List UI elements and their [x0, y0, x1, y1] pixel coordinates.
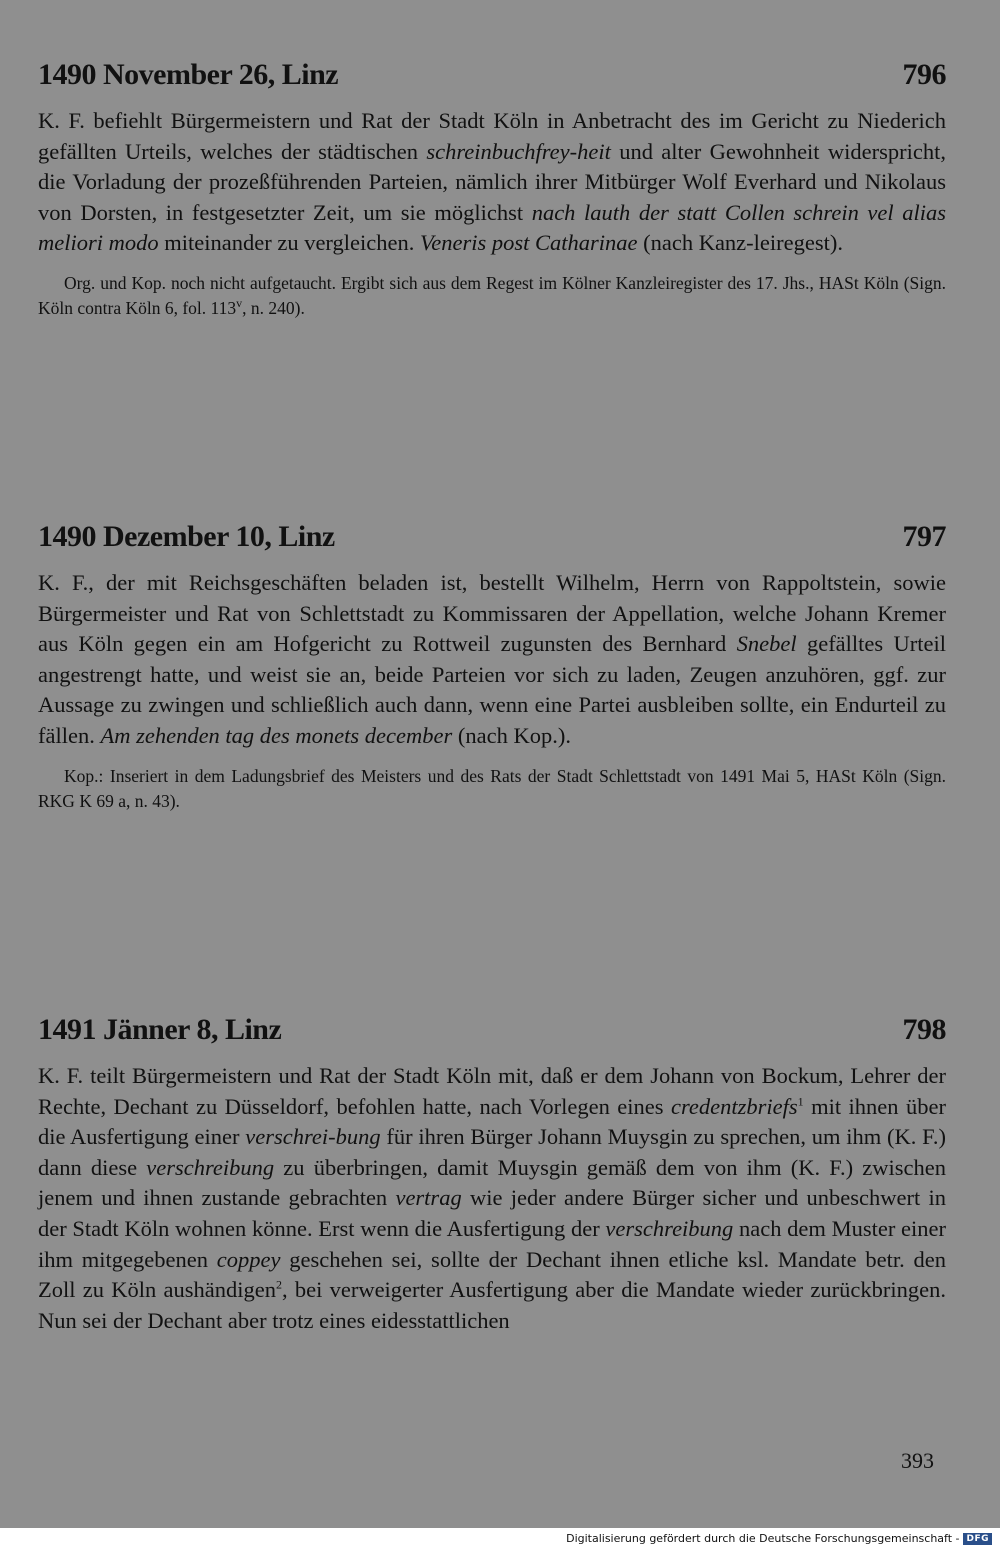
entry-798: [38, 1013, 946, 1348]
text-run: , n. 240).: [242, 297, 305, 318]
text-run: mit ihnen über die Ausfertigung einer: [38, 1093, 946, 1150]
entry-note: [38, 764, 946, 814]
entry-text: [38, 568, 946, 752]
dfg-logo: DFG: [963, 1533, 992, 1545]
italic-run: nach lauth der statt Collen schrein vel alias meliori modo: [38, 199, 946, 256]
footnote-ref: 2: [275, 1277, 282, 1292]
text-run: K. F. teilt Bürgermeistern und Rat der Stadt Köln mit, daß er dem Johann von Bockum, Lehrer der Rechte, Dechant zu Düsseldorf, befohlen hatte, nach Vorlegen eines: [38, 1063, 946, 1119]
text-run: (nach Kanz-leiregest).: [637, 230, 843, 256]
footnote-ref: v: [236, 296, 243, 311]
entry-text: [38, 1061, 946, 1336]
entry-text: [38, 106, 946, 259]
italic-run: Veneris post Catharinae: [419, 230, 638, 256]
text-run: (nach Kop.).: [452, 722, 571, 748]
text-run: , bei verweigerter Ausfertigung aber die Mandate wieder zurückbringen. Nun sei der Dechant aber trotz eines eidesstattlichen: [38, 1277, 946, 1333]
text-run: miteinander zu vergleichen.: [158, 230, 420, 256]
entry-date-place: 1490 Dezember 10, Linz: [38, 520, 335, 553]
text-run: Org. und Kop. noch nicht aufgetaucht. Ergibt sich aus dem Regest im Kölner Kanzleiregister des 17. Jhs., HASt Köln (Sign. Köln contra Köln 6, fol. 113: [38, 272, 946, 318]
text-run: zu überbringen, damit Muysgin gemäß dem von ihm (K. F.) zwischen jenem und ihnen zustande gebrachten: [38, 1154, 946, 1211]
text-run: gefälltes Urteil angestrengt hatte, und weist sie an, beide Parteien vor sich zu laden, Zeugen anzuhören, ggf. zur Aussage zu zwingen und schließlich auch dann, wenn eine Partei ausbleiben sollte, ein Endurteil zu fällen.: [38, 631, 946, 748]
italic-run: coppey: [216, 1246, 281, 1272]
entry-number: 798: [902, 1013, 946, 1046]
entry-797: [38, 520, 946, 814]
italic-run: schreinbuchfrey-heit: [426, 138, 611, 164]
italic-run: Snebel: [736, 631, 797, 657]
footer-text: Digitalisierung gefördert durch die Deutsche Forschungsgemeinschaft -: [566, 1532, 960, 1545]
italic-run: credentzbriefs: [670, 1093, 798, 1119]
page-number: 393: [901, 1448, 934, 1473]
entry-heading: [38, 1013, 946, 1047]
entry-796: [38, 58, 946, 321]
italic-run: verschreibung: [605, 1215, 734, 1241]
entry-number: 797: [902, 520, 946, 553]
italic-run: Am zehenden tag des monets december: [100, 722, 453, 748]
entry-date-place: 1490 November 26, Linz: [38, 58, 339, 91]
footer-credit: [0, 1528, 1000, 1549]
footnote-ref: 1: [797, 1094, 804, 1109]
entry-number: 796: [902, 58, 946, 91]
text-run: für ihren Bürger Johann Muysgin zu sprechen, um ihm (K. F.) dann diese: [38, 1124, 946, 1180]
text-run: K. F. befiehlt Bürgermeistern und Rat der Stadt Köln in Anbetracht des im Gericht zu Niederich gefällten Urteils, welches der städtischen: [38, 108, 946, 164]
entry-date-place: 1491 Jänner 8, Linz: [38, 1013, 282, 1046]
text-run: geschehen sei, sollte der Dechant ihnen etliche ksl. Mandate betr. den Zoll zu Köln aushändigen: [38, 1246, 946, 1303]
text-run: K. F., der mit Reichsgeschäften beladen ist, bestellt Wilhelm, Herrn von Rappoltstein, sowie Bürgermeister und Rat von Schlettstadt zu Kommissaren der Appellation, welche Johann Kremer aus Köln gegen ein am Hofgericht zu Rottweil zugunsten des Bernhard: [38, 570, 946, 657]
text-run: wie jeder andere Bürger sicher und unbeschwert in der Stadt Köln wohnen könne. Erst wenn die Ausfertigung der: [38, 1185, 946, 1241]
italic-run: verschrei-bung: [245, 1124, 381, 1150]
entry-heading: [38, 58, 946, 92]
entry-note: [38, 271, 946, 321]
italic-run: vertrag: [395, 1185, 462, 1211]
text-run: und alter Gewohnheit widerspricht, die Vorladung der prozeßführenden Parteien, nämlich ihrer Mitbürger Wolf Everhard und Nikolaus von Dorsten, in festgesetzter Zeit, um sie möglichst: [38, 138, 946, 225]
entry-heading: [38, 520, 946, 554]
text-run: nach dem Muster einer ihm mitgegebenen: [38, 1215, 946, 1272]
text-run: Kop.: Inseriert in dem Ladungsbrief des Meisters und des Rats der Stadt Schlettstadt von 1491 Mai 5, HASt Köln (Sign. RKG K 69 a, n. 43).: [38, 765, 946, 811]
italic-run: verschreibung: [146, 1154, 275, 1180]
